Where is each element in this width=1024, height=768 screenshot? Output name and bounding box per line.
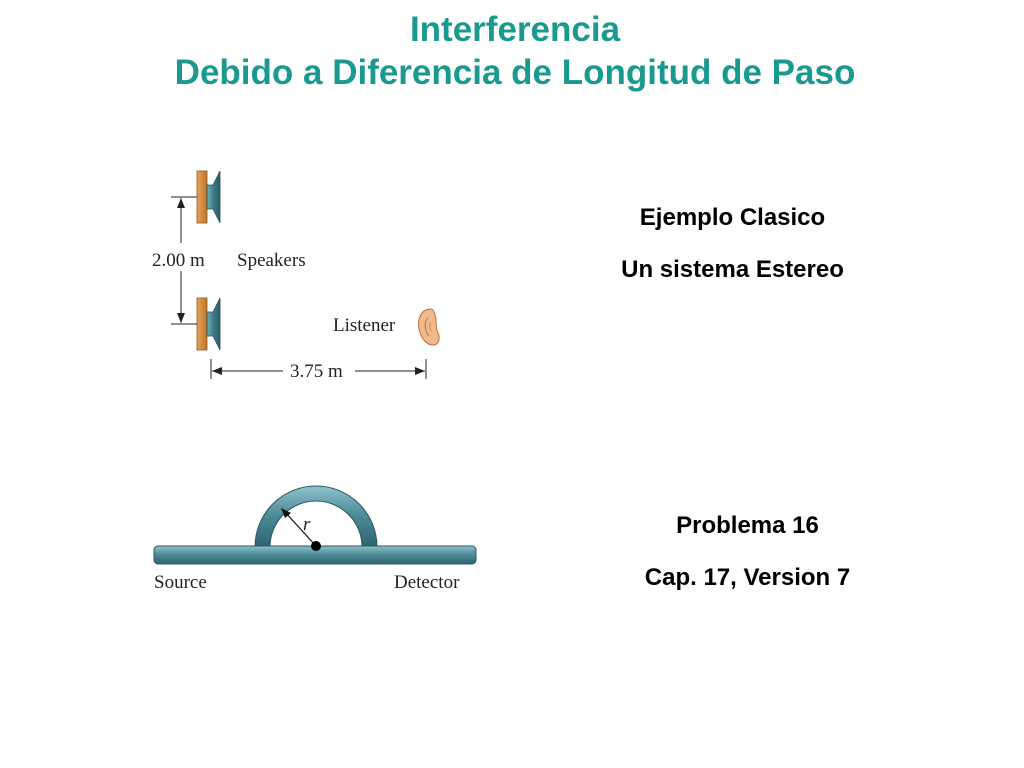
- example-text-block: [560, 204, 905, 283]
- problem-reference: Cap. 17, Version 7: [644, 564, 851, 591]
- title-line-2: Debido a Diferencia de Longitud de Paso: [174, 53, 856, 92]
- listener-label: Listener: [333, 315, 396, 336]
- separation-label: 2.00 m: [152, 250, 205, 271]
- radius-arrow: [281, 508, 321, 551]
- tube-interferometer-figure: [145, 480, 490, 605]
- stereo-speakers-figure: [145, 165, 455, 390]
- example-subtitle: Un sistema Estereo: [621, 256, 844, 283]
- title-line-1: Interferencia: [409, 10, 621, 49]
- source-label: Source: [154, 572, 207, 593]
- top-speaker-icon: [197, 171, 220, 223]
- bottom-speaker-icon: [197, 298, 220, 350]
- distance-label: 3.75 m: [290, 361, 343, 382]
- radius-label: r: [303, 514, 311, 535]
- tube-arc: [255, 486, 377, 547]
- detector-label: Detector: [394, 572, 460, 593]
- problem-number: Problema 16: [676, 512, 819, 539]
- slide-title: [0, 8, 1024, 94]
- ear-icon: [419, 309, 440, 345]
- problem-text-block: [570, 512, 925, 591]
- example-title: Ejemplo Clasico: [639, 204, 826, 231]
- speakers-label: Speakers: [237, 250, 306, 271]
